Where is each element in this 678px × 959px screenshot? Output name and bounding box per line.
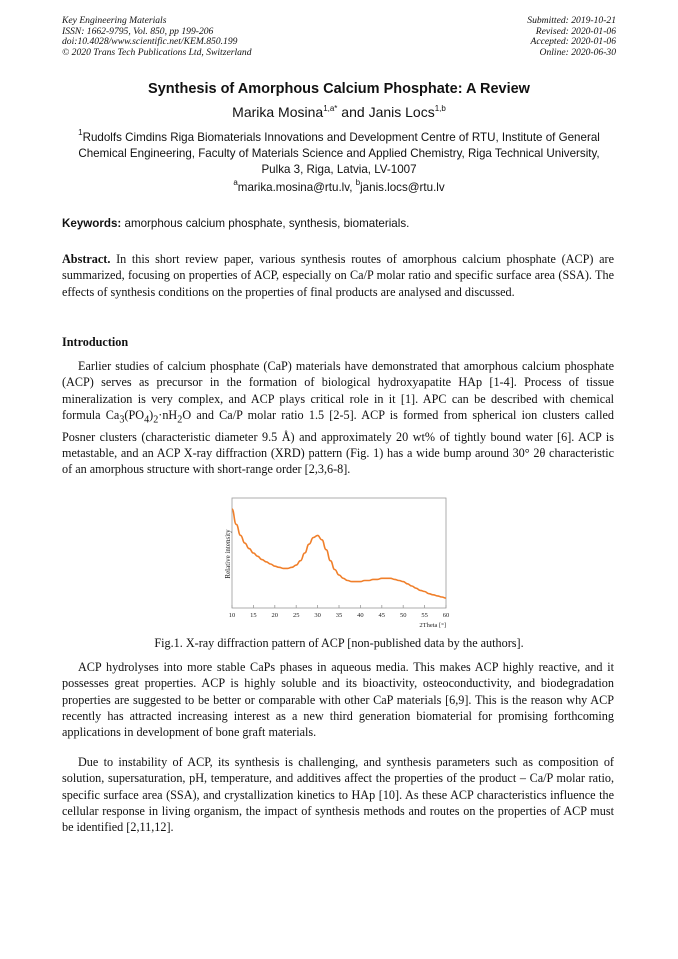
journal-doi: doi:10.4028/www.scientific.net/KEM.850.199: [62, 36, 238, 47]
intro-paragraph-1: [62, 358, 614, 478]
keywords-text: amorphous calcium phosphate, synthesis, biomaterials.: [121, 217, 410, 230]
journal-info: [62, 16, 252, 58]
xrd-series-line: [232, 509, 446, 598]
p1-text-b: (PO: [124, 407, 145, 422]
journal-name: Key Engineering Materials: [62, 15, 167, 26]
abstract-text: In this short review paper, various synthesis routes of amorphous calcium phosphate (ACP) are summarized, focusing on properties of ACP, especially on Ca/P molar ratio and specific surface area (SSA). The effects of synthesis conditions on the properties of final products are analysed and discussed.: [62, 252, 614, 299]
x-tick-label-30: 30: [314, 612, 321, 619]
y-axis-label: Relative intensity: [224, 529, 232, 579]
journal-copyright: © 2020 Trans Tech Publications Ltd, Switzerland: [62, 46, 252, 58]
x-tick-label-20: 20: [271, 612, 279, 619]
email-a[interactable]: marika.mosina@rtu.lv,: [237, 181, 356, 194]
author-2: Janis Locs: [368, 104, 435, 120]
keywords-label: Keywords:: [62, 217, 122, 230]
email-b-marker: b: [355, 178, 361, 187]
affiliation: [64, 130, 614, 178]
x-tick-label-45: 45: [378, 612, 386, 619]
p1-sub-3: 2: [153, 414, 159, 426]
journal-issn: ISSN: 1662-9795, Vol. 850, pp 199-206: [62, 25, 214, 37]
intro-paragraph-3: Due to instability of ACP, its synthesis is challenging, and synthesis parameters such as composition of solution, supersaturation, pH, temperature, and additives affect the properties of the product – Ca/P molar ratio, specific surface area (SSA), and crystallization kinetics to HAp [10]. As these ACP characteristics influence the cellular response in living organism, the impact of synthesis methods and routes on the properties of ACP must be identified [2,11,12].: [62, 755, 614, 835]
author-emails: [40, 178, 638, 194]
author-1-affiliation: 1,a*: [323, 104, 338, 113]
date-online: Online: 2020-06-30: [539, 46, 616, 58]
p1-text-d: ·nH: [158, 407, 178, 422]
affiliation-marker: 1: [78, 128, 83, 137]
date-revised: Revised: 2020-01-06: [535, 25, 616, 37]
date-accepted: Accepted: 2020-01-06: [530, 36, 616, 47]
author-list: [40, 104, 638, 120]
p1-sub-1: 3: [119, 414, 125, 426]
author-connector: and: [337, 104, 369, 120]
x-tick-label-15: 15: [250, 612, 257, 619]
author-2-affiliation: 1,b: [434, 104, 446, 113]
email-a-marker: a: [233, 178, 238, 187]
keywords: [62, 217, 622, 230]
x-axis-label: 2Theta [°]: [419, 622, 446, 629]
p1-text-c: ): [149, 407, 154, 422]
x-tick-label-60: 60: [442, 612, 450, 619]
xrd-chart-svg: [222, 494, 458, 630]
publication-dates: [527, 16, 616, 58]
x-tick-label-10: 10: [228, 612, 236, 619]
p1-sub-4: 2: [177, 414, 183, 426]
abstract: [62, 251, 614, 300]
affiliation-text: Rudolfs Cimdins Riga Biomaterials Innovations and Development Centre of RTU, Institute of General Chemical Engineering, Faculty of Materials Science and Applied Chemistry, Riga Technical University, Pulka 3, Riga, Latvia, LV-1007: [78, 131, 600, 176]
p1-text-a: Earlier studies of calcium phosphate (CaP) materials have demonstrated that amorphous calcium phosphate (ACP) serves as precursor in the formation of biological hydroxyapatite HAp [1-4]. Process of tissue mineralization is very complex, and ACP plays critical role in it [1]. APC can be described with chemical formula Ca: [62, 359, 614, 422]
figure-1-xrd-chart: [222, 494, 458, 630]
p1-sub-2: 4: [144, 414, 150, 426]
x-tick-label-25: 25: [292, 612, 300, 619]
introduction-heading: Introduction: [62, 335, 129, 349]
abstract-label: Abstract.: [62, 252, 111, 266]
date-submitted: Submitted: 2019-10-21: [527, 15, 616, 26]
plot-frame: [232, 498, 446, 608]
intro-paragraph-2: ACP hydrolyses into more stable CaPs phases in aqueous media. This makes ACP highly reactive, and it possesses great properties. ACP is highly soluble and its bioactivity, osteoconductivity, and biodegradation properties are suggested to be better or comparable with other CaP materials [6,9]. This is the reason why ACP recently has attracted increasing interest as a new third generation biomaterial for promising forthcoming applications in development of bone graft materials.: [62, 660, 614, 740]
p1-text-e: O and Ca/P molar ratio 1.5 [2-5]. ACP is formed from spherical ion clusters called Posner clusters (characteristic diameter 9.5 Å) and approximately 20 wt% of tightly bound water [6]. ACP is metastable, and an ACP X-ray diffraction (XRD) pattern (Fig. 1) has a wide bump around 30° 2θ characteristic of an amorphous structure with short-range order [2,3,6-8].: [62, 407, 614, 477]
email-b[interactable]: janis.locs@rtu.lv: [360, 181, 445, 194]
x-tick-label-40: 40: [357, 612, 364, 619]
figure-1-caption: Fig.1. X-ray diffraction pattern of ACP [non-published data by the authors].: [154, 636, 524, 650]
x-tick-label-35: 35: [335, 612, 343, 619]
paper-title: Synthesis of Amorphous Calcium Phosphate: A Review: [148, 81, 530, 97]
x-tick-label-55: 55: [421, 612, 428, 619]
x-tick-label-50: 50: [399, 612, 407, 619]
author-1: Marika Mosina: [232, 104, 324, 120]
